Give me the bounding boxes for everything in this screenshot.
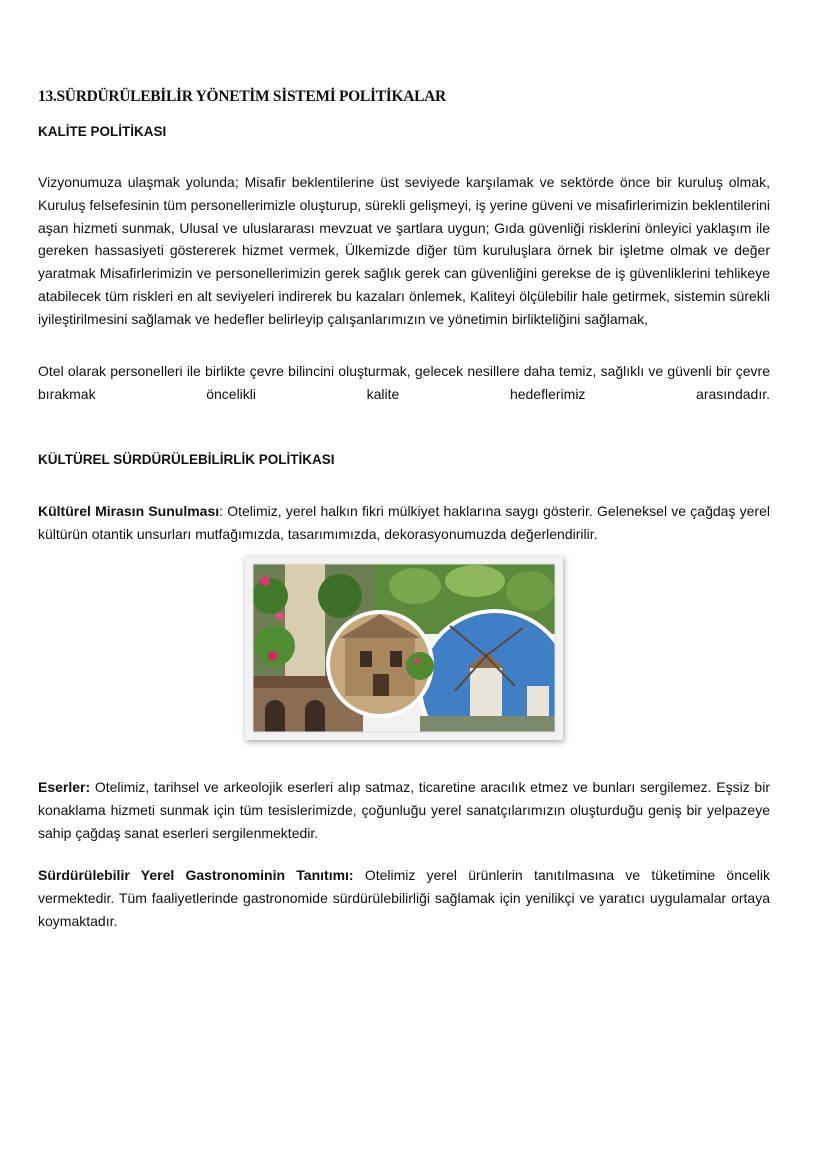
gastronomy-label: Sürdürülebilir Yerel Gastronominin Tanıtımı: <box>38 867 354 883</box>
gastronomy-text: Otelimiz yerel ürünlerin tanıtılmasına ve tüketimine öncelik vermektedir. Tüm faaliyetlerinde gastronomide sürdürülebilirliği sağlamak için yenilikçi ve yaratıcı uygulamalar ortaya koymaktadır. <box>38 867 770 929</box>
quality-policy-paragraph: Vizyonumuza ulaşmak yolunda; Misafir beklentilerine üst seviyede karşılamak ve sektörde önce bir kuruluş olmak, Kuruluş felsefesinin tüm personellerimizle oluşturup, sürekli gelişmeyi, iş yerine güveni ve misafirlerimizin beklentilerini aşan hizmeti sunmak, Ulusal ve uluslararası mevzuat ve şartlara uygun; Gıda güvenliği risklerini önleyici yaklaşım ile gereken hassasiyeti göstererek hizmet vermek, Ülkemizde diğer tüm kuruluşlara örnek bir işletme olmak ve değer yaratmak Misafirlerimizin ve personellerimizin gerek sağlık gerek can güvenliğini gerekse de iş güvenliklerini tehlikeye atabilecek tüm riskleri en alt seviyeleri indirerek bu kazaları önlemek, Kaliteyi ölçülebilir hale getirmek, sistemin sürekli iyileştirilmesini sağlamak ve hedefler belirleyip çalışanlarımızın ve yönetimin birlikteliğini sağlamak, <box>38 174 770 327</box>
section-title: 13.SÜRDÜRÜLEBİLİR YÖNETİM SİSTEMİ POLİTİKALAR <box>38 88 446 105</box>
cultural-heritage-label: Kültürel Mirasın Sunulması <box>38 503 220 519</box>
collage-illustration <box>245 556 563 740</box>
cultural-collage-image <box>245 556 563 740</box>
quality-policy-goal-paragraph: Otel olarak personelleri ile birlikte çevre bilincini oluşturmak, gelecek nesillere daha temiz, sağlıklı ve güvenli bir çevre bırakmak öncelikli kalite hedeflerimiz arasındadır. <box>38 363 770 402</box>
artworks-paragraph <box>38 776 770 844</box>
gastronomy-paragraph <box>38 864 770 932</box>
artworks-text: Otelimiz, tarihsel ve arkeolojik eserleri alıp satmaz, ticaretine aracılık etmez ve bunları sergilemez. Eşsiz bir konaklama hizmeti sunmak için tüm tesislerimizde, çoğunluğu yerel sanatçılarımızın oluşturduğu geniş bir yelpazeye sahip çağdaş sanat eserleri sergilenmektedir. <box>38 779 770 841</box>
cultural-heritage-text: : Otelimiz, yerel halkın fikri mülkiyet haklarına saygı gösterir. Geleneksel ve çağdaş yerel kültürün otantik unsurları mutfağımızda, tasarımımızda, dekorasyonumuzda değerlendirilir. <box>38 503 770 542</box>
artworks-label: Eserler: <box>38 779 91 795</box>
quality-policy-heading: KALİTE POLİTİKASI <box>38 124 167 139</box>
cultural-policy-heading: KÜLTÜREL SÜRDÜRÜLEBİLİRLİK POLİTİKASI <box>38 452 335 467</box>
cultural-heritage-paragraph <box>38 500 770 546</box>
